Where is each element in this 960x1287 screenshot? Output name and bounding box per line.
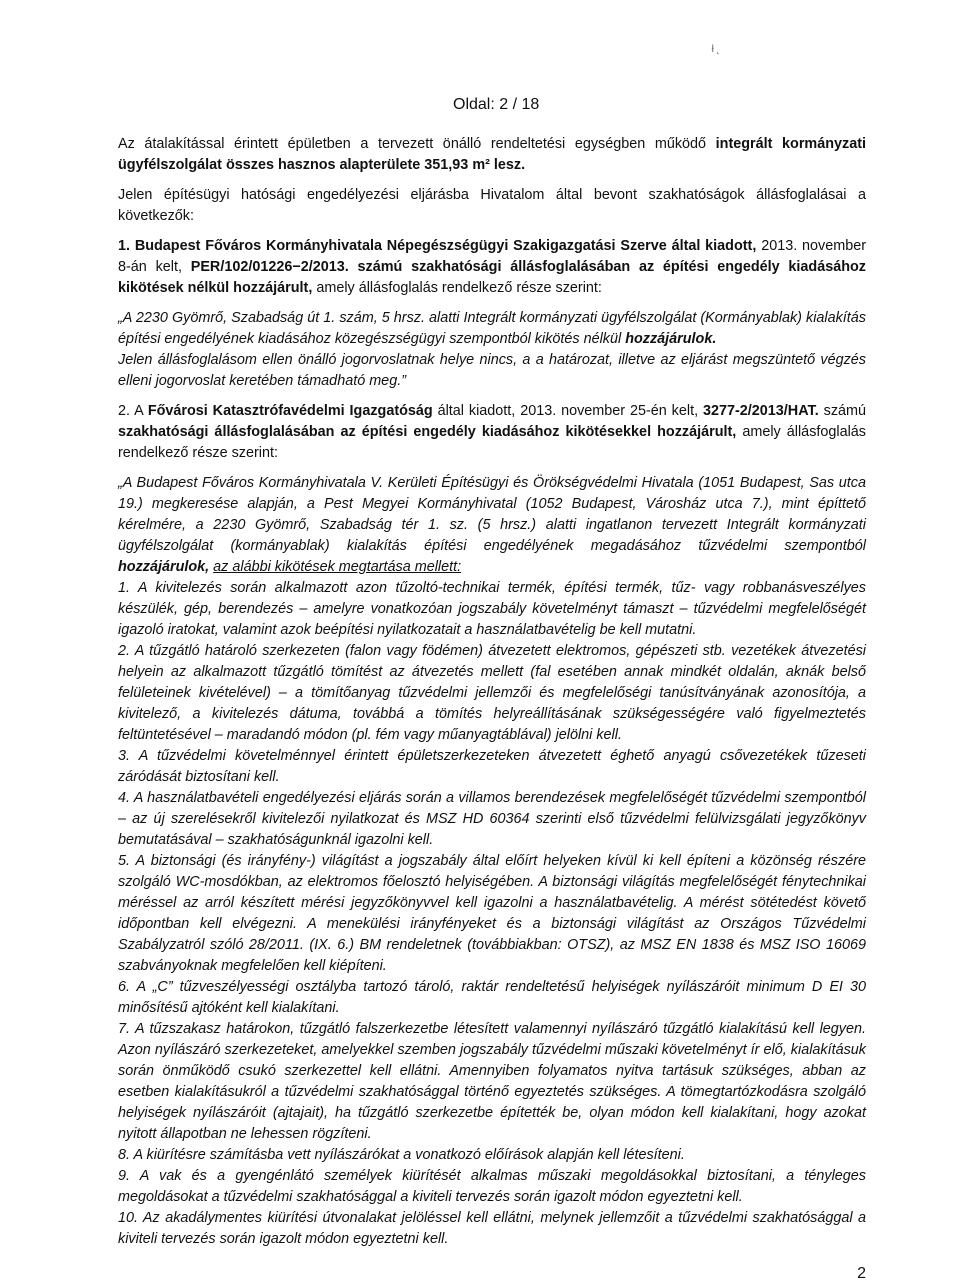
quote-1-approval: hozzájárulok. [625, 331, 717, 347]
condition-4: 4. A használatbavételi engedélyezési eljárás során a villamos berendezések megfelelőségét tűzvédelmi szempontból – az új szerelésekről kivitelezői nyilatkozat és MSZ HD 60364 szerinti első tűzvédelmi felülvizsgálati jegyzőkönyv bemutatásával – szakhatóságunknál igazolni kell. [118, 790, 866, 848]
item-2 [118, 401, 866, 464]
condition-5: 5. A biztonsági (és irányfény-) világítást a jogszabály által előírt helyeken kívül ki kell építeni a közönség részére szolgáló WC-mosdókban, az elektromos főelosztó helyiségében. A biztonsági világítás megfelelőségét fénytechnikai méréssel az arról készített mérési jegyzőkönyvvel kell igazolni a használatbavételig. A mérést sötétedést követő időpontban kell elvégezni. A menekülési irányfényeket és a biztonsági világítást az Országos Tűzvédelmi Szabályzatról szóló 28/2011. (IX. 6.) BM rendeletnek (továbbiakban: OTSZ), az MSZ EN 1838 és MSZ ISO 16069 szabványoknak megfelelően kell kiépíteni. [118, 853, 866, 974]
quote-1-remedy: Jelen állásfoglalásom ellen önálló jogorvoslatnak helye nincs, a a határozat, illetve az eljárást megszüntető végzés elleni jogorvoslat keretében támadható meg.” [118, 352, 866, 389]
item-1-authority: 1. Budapest Főváros Kormányhivatala Népegészségügyi Szakigazgatási Szerve által kiadott, [118, 238, 757, 254]
quote-2-text: „A Budapest Főváros Kormányhivatala V. Kerületi Építésügyi és Örökségvédelmi Hivatala (1051 Budapest, Sas utca 19.) megkeresése alapján, a Pest Megyei Kormányhivatal (1052 Budapest, Városház utca 7.), mint építtető kérelmére, a 2230 Gyömrő, Szabadság tér 1. sz. (5 hrsz.) alatti ingatlanon tervezett Integrált kormányzati ügyfélszolgálat (kormányablak) kialakítás építési engedélyének megadásához tűzvédelmi szempontból [118, 475, 866, 554]
page-number: 2 [857, 1265, 866, 1282]
authorities-paragraph: Jelen építésügyi hatósági engedélyezési eljárásba Hivatalom által bevont szakhatóságok állásfoglalásai a következők: [118, 187, 866, 224]
intro-paragraph [118, 134, 866, 176]
page-header: Oldal: 2 / 18 [453, 96, 540, 113]
item-2-decision: szakhatósági állásfoglalásában az építési engedély kiadásához kikötésekkel hozzájárult, [118, 424, 737, 440]
item-2-date: által kiadott, 2013. november 25-én kelt, [437, 403, 699, 419]
condition-10: 10. Az akadálymentes kiürítési útvonalakat jelöléssel kell ellátni, melynek jellemzőit a tűzvédelmi szakhatósággal a kiviteli tervezés során igazolt módon egyeztetni kell. [118, 1210, 866, 1247]
item-1-reference: PER/102/01226−2/2013. [190, 259, 349, 275]
quote-2-conditions-heading: az alábbi kikötések megtartása mellett: [213, 559, 462, 575]
intro-bold-text: integrált kormányzati ügyfélszolgálat összes hasznos alapterülete 351,93 m² lesz. [118, 136, 867, 173]
quote-1-text: „A 2230 Gyömrő, Szabadság út 1. szám, 5 hrsz. alatti Integrált kormányzati ügyfélszolgálat (Kormányablak) kialakítás építési engedélyének kiadásához közegészségügyi szempontból kikötés nélkül [118, 310, 866, 347]
item-1 [118, 236, 866, 299]
item-1-date: 2013. november 8-án kelt, [118, 238, 867, 275]
item-2-tail: amely állásfoglalás rendelkező része szerint: [118, 424, 866, 461]
item-2-prefix: 2. A [118, 403, 143, 419]
intro-text: Az átalakítással érintett épületben a tervezett önálló rendeltetési egységben működő [118, 136, 707, 152]
condition-1: 1. A kivitelezés során alkalmazott azon tűzoltó-technikai termék, építési termék, tűz- vagy robbanásveszélyes készülék, gép, berendezés – amelyre vonatkozóan jogszabály követelményt támaszt – tűzvédelmi megfelelőségét igazoló iratokat, valamint azok beépítési nyilatkozatait a használatbavételig be kell mutatni. [118, 580, 866, 638]
condition-8: 8. A kiürítésre számításba vett nyílászárókat a vonatkozó előírások alapján kell létesíteni. [118, 1147, 685, 1163]
quote-2 [118, 473, 866, 578]
item-2-szamu: számú [823, 403, 867, 419]
condition-7: 7. A tűzszakasz határokon, tűzgátló falszerkezetbe létesített valamennyi nyílászáró tűzgátló kialakítású kell legyen. Azon nyílászáró szerkezeteket, amelyekkel szemben jogszabály tűzvédelmi műszaki követelményt ír elő, kialakításuk során önműködő csukó szerkezettel kell ellátni. Amennyiben folyamatos nyitva tartásuk szükséges, abban az esetben kialakításukról a tűzvédelmi szakhatósággal történő egyeztetés szükséges. A tömegtartózkodásra szolgáló helyiségek nyílászáróit (ajtajait), ha tűzgátló szerkezetbe építették be, olyan módon kell kialakítani, hogy azokat nyitott állapotban ne lehessen rögzíteni. [118, 1021, 866, 1142]
item-1-tail: amely állásfoglalás rendelkező része szerint: [316, 280, 602, 296]
quote-1 [118, 308, 866, 392]
scan-marks: ł ˛ [711, 44, 720, 55]
item-2-reference: 3277-2/2013/HAT. [702, 403, 819, 419]
item-1-decision: számú szakhatósági állásfoglalásában az építési engedély kiadásához kikötések nélkül hozzájárult, [118, 259, 866, 296]
document-body [118, 134, 866, 1250]
quote-2-approval: hozzájárulok, [118, 559, 210, 575]
condition-6: 6. A „C” tűzveszélyességi osztályba tartozó tároló, raktár rendeltetésű helyiségek nyílászáróit minimum D EI 30 minősítésű ajtóként kell kialakítani. [118, 979, 866, 1016]
condition-9: 9. A vak és a gyengénlátó személyek kiürítését alkalmas műszaki megoldásokkal biztosítani, a tényleges megoldásokat a tűzvédelmi szakhatósággal a kiviteli tervezés során igazolt módon egyeztetni kell. [118, 1168, 866, 1205]
condition-3: 3. A tűzvédelmi követelménnyel érintett épületszerkezeteken átvezetett éghető anyagú csővezetékek tűzeseti záródását biztosítani kell. [118, 748, 866, 785]
item-2-authority: Fővárosi Katasztrófavédelmi Igazgatóság [147, 403, 433, 419]
condition-2: 2. A tűzgátló határoló szerkezeten (falon vagy födémen) átvezetett elektromos, gépészeti stb. vezetékek átvezetési helyein az alkalmazott tűzgátló tömítést az átvezetés mellett (fal esetében annak mindkét oldalán, aknák belső felületeinek kivételével) – a tömítőanyag tűzvédelmi jellemzői és megfelelőségi tanúsítványának azonosítója, a kivitelező, a kivitelezés dátuma, továbbá a tömítés helyreállításának szükségességére való figyelmeztetés feltüntetésével – maradandó módon (pl. fém vagy műanyagtáblával) jelölni kell. [118, 643, 866, 743]
